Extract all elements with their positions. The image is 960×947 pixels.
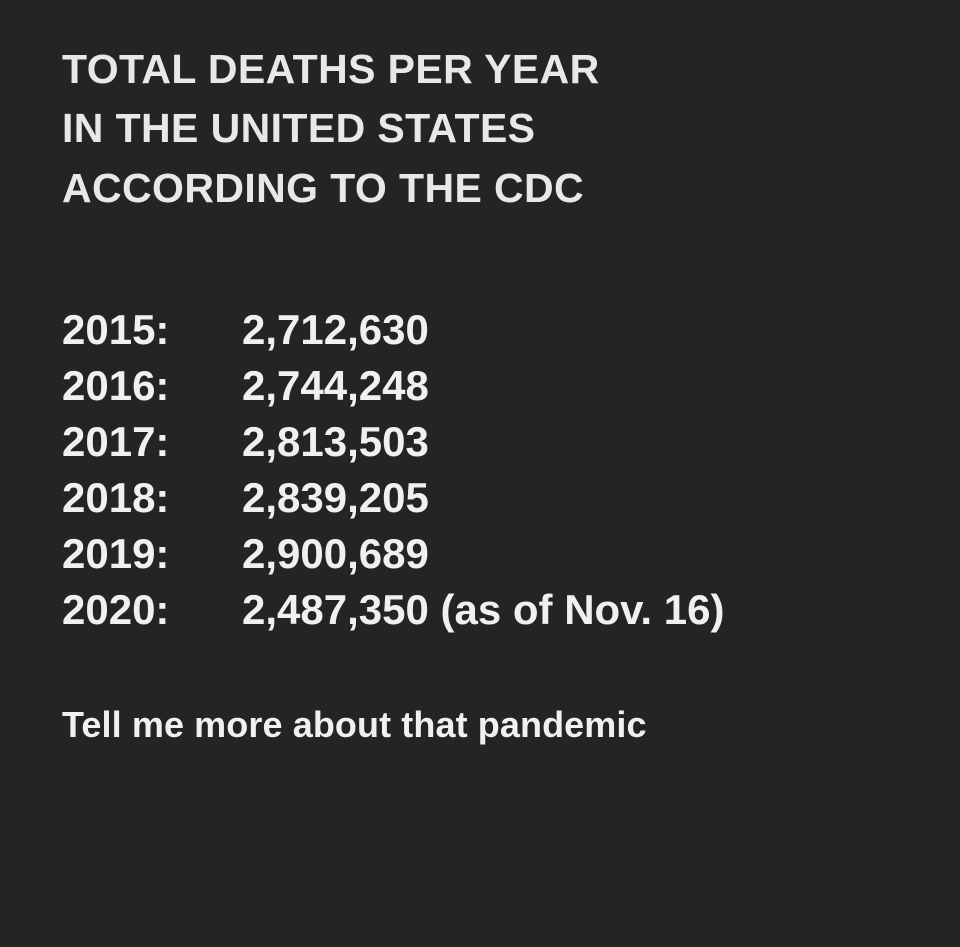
- row-value: 2,839,205: [242, 474, 429, 522]
- headline-line-2: IN THE UNITED STATES: [62, 105, 536, 152]
- row-value: 2,712,630: [242, 306, 429, 354]
- row-value: 2,813,503: [242, 418, 429, 466]
- row-year-label: 2020:: [62, 586, 170, 634]
- table-row: [62, 474, 900, 522]
- table-row: [62, 306, 900, 354]
- table-row: [62, 362, 900, 410]
- deaths-per-year-table: [62, 306, 900, 634]
- row-value: 2,900,689: [242, 530, 429, 578]
- row-year-label: 2019:: [62, 530, 170, 578]
- row-year-label: 2017:: [62, 418, 170, 466]
- row-year-label: 2015:: [62, 306, 170, 354]
- table-row: [62, 418, 900, 466]
- headline-line-1: TOTAL DEATHS PER YEAR: [62, 46, 600, 92]
- footer-caption: Tell me more about that pandemic: [62, 704, 647, 746]
- page-title: [62, 40, 900, 218]
- row-value: 2,744,248: [242, 362, 429, 410]
- row-year-label: 2018:: [62, 474, 170, 522]
- table-row: [62, 530, 900, 578]
- table-row: [62, 586, 900, 634]
- row-value: 2,487,350 (as of Nov. 16): [242, 586, 725, 634]
- headline-line-3: ACCORDING TO THE CDC: [62, 164, 585, 211]
- row-year-label: 2016:: [62, 362, 170, 410]
